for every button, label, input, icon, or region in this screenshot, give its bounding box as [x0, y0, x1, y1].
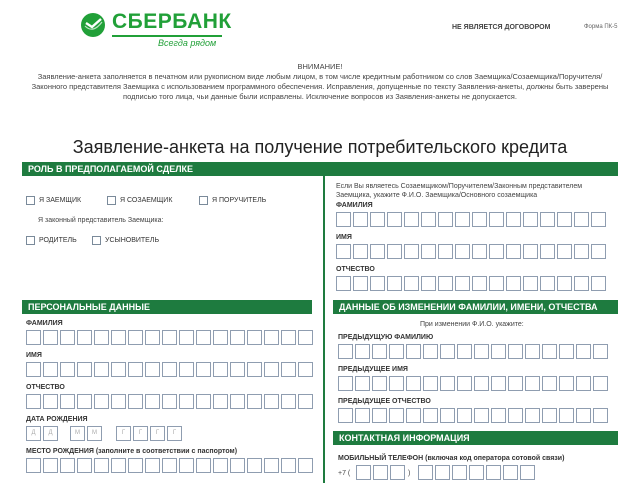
coborrower-surname-field[interactable]	[336, 212, 606, 227]
char-box[interactable]	[338, 376, 353, 391]
char-box[interactable]	[486, 465, 501, 480]
char-box[interactable]	[591, 244, 606, 259]
char-box[interactable]	[264, 362, 279, 377]
personal-name-field[interactable]	[26, 362, 313, 377]
char-box[interactable]	[559, 408, 574, 423]
coborrower-surname-label: ФАМИЛИЯ	[336, 202, 373, 209]
char-box[interactable]	[370, 244, 385, 259]
char-box[interactable]	[406, 376, 421, 391]
char-box[interactable]	[355, 408, 370, 423]
char-box[interactable]	[525, 344, 540, 359]
brand-name: СБЕРБАНК	[112, 10, 232, 33]
char-box[interactable]	[406, 344, 421, 359]
char-box[interactable]	[421, 244, 436, 259]
guarantor-label: Я ПОРУЧИТЕЛЬ	[212, 197, 267, 204]
char-box[interactable]	[111, 394, 126, 409]
role-section-title: РОЛЬ В ПРЕДПОЛАГАЕМОЙ СДЕЛКЕ	[28, 164, 194, 174]
char-box[interactable]	[440, 376, 455, 391]
char-box[interactable]	[457, 376, 472, 391]
birth-place-label: МЕСТО РОЖДЕНИЯ (заполните в соответствии с паспортом)	[26, 448, 238, 455]
char-box[interactable]	[179, 394, 194, 409]
char-box[interactable]	[353, 276, 368, 291]
char-box[interactable]	[370, 212, 385, 227]
char-box[interactable]	[387, 212, 402, 227]
char-box[interactable]	[423, 376, 438, 391]
char-box[interactable]	[60, 330, 75, 345]
char-box[interactable]	[128, 362, 143, 377]
brand-underline	[112, 35, 222, 37]
contact-section-title: КОНТАКТНАЯ ИНФОРМАЦИЯ	[339, 433, 470, 443]
char-box[interactable]	[390, 465, 405, 480]
mobile-phone-label: МОБИЛЬНЫЙ ТЕЛЕФОН (включая код оператора сотовой связи)	[338, 455, 565, 462]
birth-year-box[interactable]: Г	[167, 426, 182, 441]
char-box[interactable]	[353, 212, 368, 227]
personal-patronymic-field[interactable]	[26, 394, 313, 409]
char-box[interactable]	[457, 344, 472, 359]
char-box[interactable]	[77, 362, 92, 377]
birth-place-field[interactable]	[26, 458, 313, 473]
adopter-label: УСЫНОВИТЕЛЬ	[105, 237, 160, 244]
coborrower-patronymic-field[interactable]	[336, 276, 606, 291]
char-box[interactable]	[525, 376, 540, 391]
char-box[interactable]	[336, 276, 351, 291]
coborrower-checkbox[interactable]	[107, 196, 116, 205]
column-divider	[323, 176, 325, 483]
char-box[interactable]	[540, 244, 555, 259]
char-box[interactable]	[60, 362, 75, 377]
char-box[interactable]	[455, 244, 470, 259]
char-box[interactable]	[281, 458, 296, 473]
char-box[interactable]	[472, 276, 487, 291]
char-box[interactable]	[230, 458, 245, 473]
char-box[interactable]	[387, 276, 402, 291]
coborrower-patronymic-label: ОТЧЕСТВО	[336, 266, 375, 273]
char-box[interactable]	[43, 458, 58, 473]
char-box[interactable]	[540, 276, 555, 291]
char-box[interactable]	[593, 408, 608, 423]
personal-patronymic-label: ОТЧЕСТВО	[26, 384, 65, 391]
adopter-checkbox[interactable]	[92, 236, 101, 245]
char-box[interactable]	[196, 330, 211, 345]
char-box[interactable]	[452, 465, 467, 480]
coborrower-name-label: ИМЯ	[336, 234, 352, 241]
char-box[interactable]	[230, 362, 245, 377]
role-borrower-option[interactable]	[26, 196, 81, 205]
char-box[interactable]	[506, 212, 521, 227]
char-box[interactable]	[213, 330, 228, 345]
phone-number-field[interactable]	[418, 465, 535, 480]
char-box[interactable]	[145, 362, 160, 377]
name-change-section-title: ДАННЫЕ ОБ ИЗМЕНЕНИИ ФАМИЛИИ, ИМЕНИ, ОТЧЕСТВА	[339, 302, 598, 312]
sberbank-logo-icon	[80, 12, 106, 38]
prev-patronymic-label: ПРЕДЫДУЩЕЕ ОТЧЕСТВО	[338, 398, 431, 405]
char-box[interactable]	[574, 212, 589, 227]
char-box[interactable]	[593, 376, 608, 391]
char-box[interactable]	[406, 408, 421, 423]
char-box[interactable]	[196, 362, 211, 377]
char-box[interactable]	[559, 376, 574, 391]
char-box[interactable]	[440, 344, 455, 359]
char-box[interactable]	[298, 330, 313, 345]
birth-day-field[interactable]	[26, 426, 58, 441]
char-box[interactable]	[557, 212, 572, 227]
char-box[interactable]	[489, 244, 504, 259]
char-box[interactable]	[474, 344, 489, 359]
prev-surname-field[interactable]	[338, 344, 608, 359]
parent-label: РОДИТЕЛЬ	[39, 237, 77, 244]
birth-day-box[interactable]: Д	[26, 426, 41, 441]
char-box[interactable]	[77, 458, 92, 473]
char-box[interactable]	[474, 408, 489, 423]
char-box[interactable]	[94, 330, 109, 345]
char-box[interactable]	[576, 376, 591, 391]
char-box[interactable]	[196, 394, 211, 409]
personal-section-title: ПЕРСОНАЛЬНЫЕ ДАННЫЕ	[28, 302, 150, 312]
char-box[interactable]	[404, 276, 419, 291]
char-box[interactable]	[506, 244, 521, 259]
birth-year-box[interactable]: Г	[116, 426, 131, 441]
char-box[interactable]	[247, 362, 262, 377]
char-box[interactable]	[469, 465, 484, 480]
char-box[interactable]	[94, 362, 109, 377]
char-box[interactable]	[26, 330, 41, 345]
char-box[interactable]	[338, 344, 353, 359]
char-box[interactable]	[264, 330, 279, 345]
char-box[interactable]	[523, 244, 538, 259]
char-box[interactable]	[423, 408, 438, 423]
role-section-header	[22, 162, 618, 176]
char-box[interactable]	[179, 362, 194, 377]
char-box[interactable]	[77, 394, 92, 409]
birth-year-box[interactable]: Г	[150, 426, 165, 441]
char-box[interactable]	[506, 276, 521, 291]
char-box[interactable]	[353, 244, 368, 259]
char-box[interactable]	[389, 376, 404, 391]
prev-name-label: ПРЕДЫДУЩЕЕ ИМЯ	[338, 366, 408, 373]
char-box[interactable]	[338, 408, 353, 423]
char-box[interactable]	[525, 408, 540, 423]
char-box[interactable]	[230, 330, 245, 345]
char-box[interactable]	[559, 344, 574, 359]
char-box[interactable]	[542, 408, 557, 423]
char-box[interactable]	[438, 212, 453, 227]
birth-month-box[interactable]: М	[87, 426, 102, 441]
char-box[interactable]	[298, 394, 313, 409]
char-box[interactable]	[440, 408, 455, 423]
birth-date-label: ДАТА РОЖДЕНИЯ	[26, 416, 88, 423]
char-box[interactable]	[389, 408, 404, 423]
personal-surname-label: ФАМИЛИЯ	[26, 320, 63, 327]
char-box[interactable]	[281, 394, 296, 409]
char-box[interactable]	[43, 362, 58, 377]
coborrower-name-field[interactable]	[336, 244, 606, 259]
char-box[interactable]	[60, 458, 75, 473]
not-contract-label: НЕ ЯВЛЯЕТСЯ ДОГОВОРОМ	[452, 24, 551, 31]
char-box[interactable]	[43, 330, 58, 345]
char-box[interactable]	[520, 465, 535, 480]
phone-code-field[interactable]	[356, 465, 405, 480]
borrower-checkbox[interactable]	[26, 196, 35, 205]
char-box[interactable]	[421, 212, 436, 227]
char-box[interactable]	[111, 458, 126, 473]
char-box[interactable]	[111, 362, 126, 377]
char-box[interactable]	[372, 376, 387, 391]
char-box[interactable]	[128, 330, 143, 345]
char-box[interactable]	[281, 362, 296, 377]
warning-title: ВНИМАНИЕ!	[297, 62, 343, 71]
char-box[interactable]	[576, 344, 591, 359]
char-box[interactable]	[523, 212, 538, 227]
prev-name-field[interactable]	[338, 376, 608, 391]
contact-section-header	[333, 431, 618, 445]
char-box[interactable]	[574, 244, 589, 259]
char-box[interactable]	[26, 362, 41, 377]
role-adopter-option[interactable]	[92, 236, 159, 245]
char-box[interactable]	[77, 330, 92, 345]
phone-prefix: +7 (	[338, 470, 351, 477]
char-box[interactable]	[372, 344, 387, 359]
char-box[interactable]	[298, 458, 313, 473]
char-box[interactable]	[557, 244, 572, 259]
char-box[interactable]	[145, 458, 160, 473]
char-box[interactable]	[179, 330, 194, 345]
char-box[interactable]	[230, 394, 245, 409]
char-box[interactable]	[264, 458, 279, 473]
personal-section-header	[22, 300, 312, 314]
form-code: Форма ПК-5	[584, 24, 618, 30]
char-box[interactable]	[574, 276, 589, 291]
char-box[interactable]	[179, 458, 194, 473]
char-box[interactable]	[491, 376, 506, 391]
char-box[interactable]	[472, 212, 487, 227]
char-box[interactable]	[542, 344, 557, 359]
char-box[interactable]	[457, 408, 472, 423]
birth-year-field[interactable]	[116, 426, 182, 441]
char-box[interactable]	[247, 394, 262, 409]
role-guarantor-option[interactable]	[199, 196, 266, 205]
char-box[interactable]	[247, 330, 262, 345]
phone-code-close: )	[408, 470, 411, 477]
coborrower-label: Я СОЗАЕМЩИК	[120, 197, 173, 204]
char-box[interactable]	[508, 376, 523, 391]
char-box[interactable]	[128, 458, 143, 473]
char-box[interactable]	[298, 362, 313, 377]
char-box[interactable]	[213, 394, 228, 409]
char-box[interactable]	[26, 394, 41, 409]
birth-month-field[interactable]	[70, 426, 102, 441]
role-coborrower-option[interactable]	[107, 196, 172, 205]
role-parent-option[interactable]	[26, 236, 77, 245]
char-box[interactable]	[145, 330, 160, 345]
char-box[interactable]	[542, 376, 557, 391]
char-box[interactable]	[213, 458, 228, 473]
char-box[interactable]	[336, 244, 351, 259]
char-box[interactable]	[474, 376, 489, 391]
char-box[interactable]	[576, 408, 591, 423]
guarantor-checkbox[interactable]	[199, 196, 208, 205]
legal-rep-question: Я законный представитель Заемщика:	[38, 217, 164, 224]
char-box[interactable]	[43, 394, 58, 409]
char-box[interactable]	[423, 344, 438, 359]
char-box[interactable]	[503, 465, 518, 480]
char-box[interactable]	[94, 458, 109, 473]
form-title: Заявление-анкета на получение потребительского кредита	[72, 137, 568, 157]
char-box[interactable]	[455, 276, 470, 291]
char-box[interactable]	[404, 212, 419, 227]
char-box[interactable]	[355, 344, 370, 359]
borrower-label: Я ЗАЕМЩИК	[39, 197, 82, 204]
char-box[interactable]	[438, 276, 453, 291]
char-box[interactable]	[264, 394, 279, 409]
char-box[interactable]	[162, 394, 177, 409]
char-box[interactable]	[356, 465, 371, 480]
parent-checkbox[interactable]	[26, 236, 35, 245]
prev-surname-label: ПРЕДЫДУЩУЮ ФАМИЛИЮ	[338, 334, 434, 341]
personal-name-label: ИМЯ	[26, 352, 42, 359]
char-box[interactable]	[557, 276, 572, 291]
char-box[interactable]	[491, 408, 506, 423]
char-box[interactable]	[94, 394, 109, 409]
char-box[interactable]	[26, 458, 41, 473]
char-box[interactable]	[373, 465, 388, 480]
char-box[interactable]	[281, 330, 296, 345]
char-box[interactable]	[389, 344, 404, 359]
char-box[interactable]	[162, 458, 177, 473]
birth-day-box[interactable]: Д	[43, 426, 58, 441]
birth-month-box[interactable]: М	[70, 426, 85, 441]
char-box[interactable]	[508, 408, 523, 423]
char-box[interactable]	[421, 276, 436, 291]
name-change-note: При изменении Ф.И.О. укажите:	[420, 321, 524, 328]
char-box[interactable]	[404, 244, 419, 259]
char-box[interactable]	[523, 276, 538, 291]
char-box[interactable]	[370, 276, 385, 291]
char-box[interactable]	[591, 212, 606, 227]
char-box[interactable]	[162, 362, 177, 377]
coborrower-note: Если Вы являетесь Созаемщиком/Поручителем/Законным представителем Заемщика, укажите Ф.И.О. Заемщика/Основного созаемщика	[336, 183, 583, 199]
char-box[interactable]	[247, 458, 262, 473]
char-box[interactable]	[336, 212, 351, 227]
char-box[interactable]	[591, 276, 606, 291]
char-box[interactable]	[111, 330, 126, 345]
char-box[interactable]	[489, 276, 504, 291]
char-box[interactable]	[372, 408, 387, 423]
warning-text: Заявление-анкета заполняется в печатном или рукописном виде любым лицом, в том числе кредитным работником со слов Заемщика/Созаемщика/Поручителя/Законного представителя Заемщика с использованием программного обеспечения. Исправления, допущенные по тексту Заявления-анкеты, должны быть заверены подписью того лица, чьи данные были исправлены. Исключение вопросов из Заявления-анкеты не допускается.	[31, 72, 609, 101]
char-box[interactable]	[196, 458, 211, 473]
prev-patronymic-field[interactable]	[338, 408, 608, 423]
char-box[interactable]	[128, 394, 143, 409]
birth-year-box[interactable]: Г	[133, 426, 148, 441]
char-box[interactable]	[162, 330, 177, 345]
char-box[interactable]	[472, 244, 487, 259]
char-box[interactable]	[213, 362, 228, 377]
char-box[interactable]	[593, 344, 608, 359]
char-box[interactable]	[508, 344, 523, 359]
char-box[interactable]	[435, 465, 450, 480]
brand-slogan: Всегда рядом	[158, 38, 217, 48]
char-box[interactable]	[60, 394, 75, 409]
char-box[interactable]	[455, 212, 470, 227]
char-box[interactable]	[418, 465, 433, 480]
char-box[interactable]	[438, 244, 453, 259]
char-box[interactable]	[540, 212, 555, 227]
char-box[interactable]	[489, 212, 504, 227]
char-box[interactable]	[387, 244, 402, 259]
name-change-section-header	[333, 300, 618, 314]
char-box[interactable]	[491, 344, 506, 359]
char-box[interactable]	[145, 394, 160, 409]
char-box[interactable]	[355, 376, 370, 391]
personal-surname-field[interactable]	[26, 330, 313, 345]
